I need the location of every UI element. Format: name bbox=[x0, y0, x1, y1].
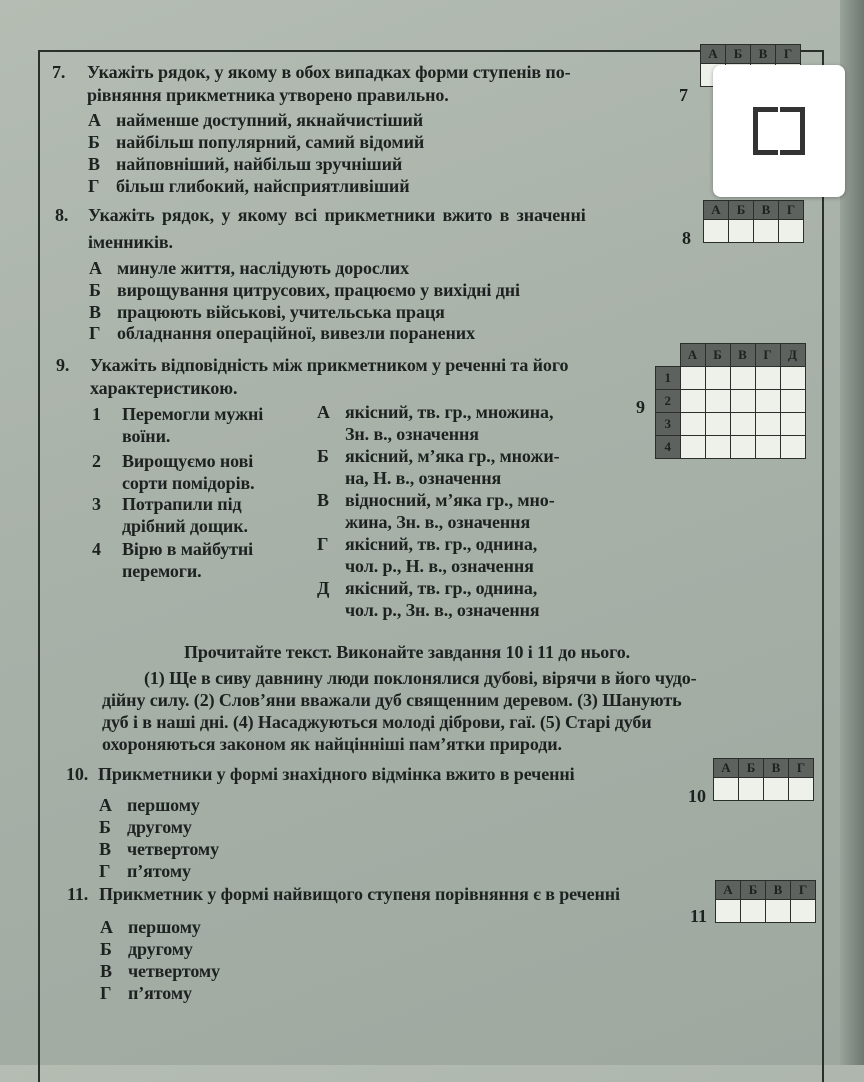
q10-option-text: четвертому bbox=[127, 839, 219, 859]
q9-text: характеристикою. bbox=[90, 378, 238, 398]
q9-left-text: Вірю в майбутні bbox=[122, 539, 254, 559]
answer-cell[interactable] bbox=[741, 900, 766, 923]
q10-option-letter: А bbox=[99, 795, 112, 815]
grid-row-label: 2 bbox=[656, 389, 681, 412]
q9-right-text: на, Н. в., означення bbox=[345, 468, 502, 488]
q7-grid-label: 7 bbox=[679, 85, 688, 105]
answer-cell[interactable] bbox=[764, 778, 789, 801]
answer-cell[interactable] bbox=[780, 389, 805, 412]
reading-line: (1) Ще в сиву давнину люди поклонялися дубові, вірячи в його чудо- bbox=[144, 668, 697, 688]
q9-left-text: дрібний дощик. bbox=[122, 516, 248, 536]
grid-header: Д bbox=[780, 344, 805, 367]
answer-cell[interactable] bbox=[780, 366, 805, 389]
grid-row-label: 3 bbox=[656, 412, 681, 435]
q9-answer-grid[interactable] bbox=[655, 343, 806, 459]
q9-right-text: відносний, м’яка гр., мно- bbox=[345, 490, 555, 510]
q8-option-letter: Г bbox=[89, 323, 101, 343]
q11-number: 11. bbox=[67, 884, 89, 904]
q8-number: 8. bbox=[55, 205, 69, 225]
answer-cell[interactable] bbox=[714, 778, 739, 801]
grid-header: А bbox=[680, 344, 705, 367]
q9-left-number: 3 bbox=[92, 494, 101, 514]
q8-option-text: минуле життя, наслідують дорослих bbox=[117, 258, 409, 278]
answer-cell[interactable] bbox=[705, 366, 730, 389]
answer-cell[interactable] bbox=[680, 412, 705, 435]
grid-row-label: 4 bbox=[656, 435, 681, 458]
q9-right-text: якісний, тв. гр., множина, bbox=[345, 402, 554, 422]
grid-header: Б bbox=[705, 344, 730, 367]
answer-cell[interactable] bbox=[780, 435, 805, 458]
q11-option-text: п’ятому bbox=[128, 983, 192, 1003]
grid-header: Г bbox=[791, 881, 816, 900]
answer-cell[interactable] bbox=[680, 366, 705, 389]
grid-header: А bbox=[714, 759, 739, 778]
answer-cell[interactable] bbox=[729, 220, 754, 243]
q9-right-letter: А bbox=[317, 402, 330, 422]
q9-right-text: якісний, м’яка гр., множи- bbox=[345, 446, 560, 466]
answer-cell[interactable] bbox=[730, 366, 755, 389]
q8-text: Укажіть рядок, у якому всі прикметники вжито в значенні bbox=[88, 205, 586, 225]
q10-answer-grid[interactable] bbox=[713, 758, 814, 801]
q9-right-letter: Д bbox=[317, 578, 330, 598]
q9-right-letter: В bbox=[317, 490, 329, 510]
q10-number: 10. bbox=[66, 764, 89, 784]
q9-left-text: Вирощуємо нові bbox=[122, 451, 254, 471]
q7-option-letter: В bbox=[88, 154, 100, 174]
q9-left-text: Потрапили під bbox=[122, 494, 242, 514]
grid-header: В bbox=[751, 45, 776, 64]
q8-text: іменників. bbox=[88, 232, 173, 252]
answer-cell[interactable] bbox=[789, 778, 814, 801]
answer-cell[interactable] bbox=[779, 220, 804, 243]
q7-option-letter: Б bbox=[88, 132, 100, 152]
q10-option-letter: В bbox=[99, 839, 111, 859]
q9-left-text: перемоги. bbox=[122, 561, 202, 581]
reading-line: дійну силу. (2) Слов’яни вважали дуб священним деревом. (3) Шанують bbox=[102, 690, 682, 710]
q7-option-letter: Г bbox=[88, 176, 100, 196]
q9-left-number: 4 bbox=[92, 539, 101, 559]
answer-cell[interactable] bbox=[680, 435, 705, 458]
answer-cell[interactable] bbox=[780, 412, 805, 435]
grid-header: Б bbox=[741, 881, 766, 900]
q11-option-letter: Б bbox=[100, 939, 112, 959]
grid-header: А bbox=[704, 201, 729, 220]
q9-right-text: жина, Зн. в., означення bbox=[345, 512, 531, 532]
grid-header: Б bbox=[729, 201, 754, 220]
grid-header: Г bbox=[779, 201, 804, 220]
q11-answer-grid[interactable] bbox=[715, 880, 816, 923]
grid-header: А bbox=[701, 45, 726, 64]
grid-corner bbox=[656, 344, 681, 367]
q9-number: 9. bbox=[56, 355, 70, 375]
q9-right-text: чол. р., Зн. в., означення bbox=[345, 600, 540, 620]
grid-header: Г bbox=[789, 759, 814, 778]
answer-cell[interactable] bbox=[766, 900, 791, 923]
q8-option-text: обладнання операційної, вивезли поранених bbox=[117, 323, 475, 343]
q9-text: Укажіть відповідність між прикметником у реченні та його bbox=[90, 355, 569, 375]
answer-cell[interactable] bbox=[755, 412, 780, 435]
answer-cell[interactable] bbox=[730, 435, 755, 458]
answer-cell[interactable] bbox=[755, 366, 780, 389]
q11-option-text: другому bbox=[128, 939, 193, 959]
q7-number: 7. bbox=[52, 62, 66, 82]
answer-cell[interactable] bbox=[739, 778, 764, 801]
q7-text: Укажіть рядок, у якому в обох випадках форми ступенів по- bbox=[87, 62, 571, 82]
grid-header: Г bbox=[776, 45, 801, 64]
grid-header: В bbox=[766, 881, 791, 900]
q9-left-text: сорти помідорів. bbox=[122, 473, 255, 493]
q10-grid-label: 10 bbox=[688, 786, 706, 806]
q8-option-text: вирощування цитрусових, працюємо у вихідні дні bbox=[117, 280, 520, 300]
q9-right-letter: Г bbox=[317, 534, 329, 554]
q9-left-text: Перемогли мужні bbox=[122, 404, 264, 424]
q10-option-letter: Б bbox=[99, 817, 111, 837]
q11-text: Прикметник у формі найвищого ступеня порівняння є в реченні bbox=[99, 884, 620, 904]
grid-header: Б bbox=[739, 759, 764, 778]
q10-option-text: першому bbox=[127, 795, 200, 815]
q9-left-text: воїни. bbox=[122, 426, 171, 446]
q9-right-letter: Б bbox=[317, 446, 329, 466]
grid-header: Б bbox=[726, 45, 751, 64]
q10-option-text: другому bbox=[127, 817, 192, 837]
grid-row-label: 1 bbox=[656, 366, 681, 389]
q7-option-letter: А bbox=[88, 110, 101, 130]
q9-left-number: 2 bbox=[92, 451, 101, 471]
fullscreen-button[interactable] bbox=[713, 65, 845, 197]
q11-grid-label: 11 bbox=[690, 906, 708, 926]
answer-cell[interactable] bbox=[705, 435, 730, 458]
q8-option-letter: А bbox=[89, 258, 102, 278]
q7-option-text: більш глибокий, найсприятливіший bbox=[116, 176, 410, 196]
reading-line: дуб і в наші дні. (4) Насаджуються молоді діброви, гаї. (5) Старі дуби bbox=[102, 712, 652, 732]
q11-option-text: першому bbox=[128, 917, 201, 937]
reading-heading: Прочитайте текст. Виконайте завдання 10 і 11 до нього. bbox=[184, 642, 631, 662]
q11-option-letter: А bbox=[100, 917, 113, 937]
reading-line: охороняються законом як найцінніші пам’ятки природи. bbox=[102, 734, 562, 754]
q9-right-text: якісний, тв. гр., однина, bbox=[345, 534, 538, 554]
q8-option-letter: Б bbox=[89, 280, 101, 300]
q10-option-text: п’ятому bbox=[127, 861, 191, 881]
q7-text: рівняння прикметника утворено правильно. bbox=[87, 85, 449, 105]
q9-right-text: якісний, тв. гр., однина, bbox=[345, 578, 538, 598]
answer-cell[interactable] bbox=[730, 412, 755, 435]
grid-header: В bbox=[764, 759, 789, 778]
q11-option-text: четвертому bbox=[128, 961, 220, 981]
answer-cell[interactable] bbox=[755, 389, 780, 412]
q9-right-text: Зн. в., означення bbox=[345, 424, 479, 444]
answer-cell[interactable] bbox=[705, 412, 730, 435]
answer-cell[interactable] bbox=[755, 435, 780, 458]
answer-cell[interactable] bbox=[730, 389, 755, 412]
q9-right-text: чол. р., Н. в., означення bbox=[345, 556, 534, 576]
q9-grid-label: 9 bbox=[636, 397, 645, 417]
q8-option-text: працюють військові, учительська праця bbox=[117, 302, 445, 322]
q11-option-letter: В bbox=[100, 961, 112, 981]
q7-option-text: найбільш популярний, самий відомий bbox=[116, 132, 425, 152]
answer-cell[interactable] bbox=[704, 220, 729, 243]
answer-cell[interactable] bbox=[716, 900, 741, 923]
answer-cell[interactable] bbox=[754, 220, 779, 243]
q9-left-number: 1 bbox=[92, 404, 101, 424]
grid-header: В bbox=[754, 201, 779, 220]
answer-cell[interactable] bbox=[705, 389, 730, 412]
grid-header: А bbox=[716, 881, 741, 900]
answer-cell[interactable] bbox=[680, 389, 705, 412]
grid-header: Г bbox=[755, 344, 780, 367]
q10-text: Прикметники у формі знахідного відмінка вжито в реченні bbox=[98, 764, 575, 784]
q10-option-letter: Г bbox=[99, 861, 111, 881]
grid-header: В bbox=[730, 344, 755, 367]
q7-option-text: найменше доступний, якнайчистіший bbox=[116, 110, 424, 130]
q8-option-letter: В bbox=[89, 302, 101, 322]
q8-grid-label: 8 bbox=[682, 228, 691, 248]
q8-answer-grid[interactable] bbox=[703, 200, 804, 243]
q7-option-text: найповніший, найбільш зручніший bbox=[116, 154, 403, 174]
answer-cell[interactable] bbox=[791, 900, 816, 923]
q11-option-letter: Г bbox=[100, 983, 112, 1003]
